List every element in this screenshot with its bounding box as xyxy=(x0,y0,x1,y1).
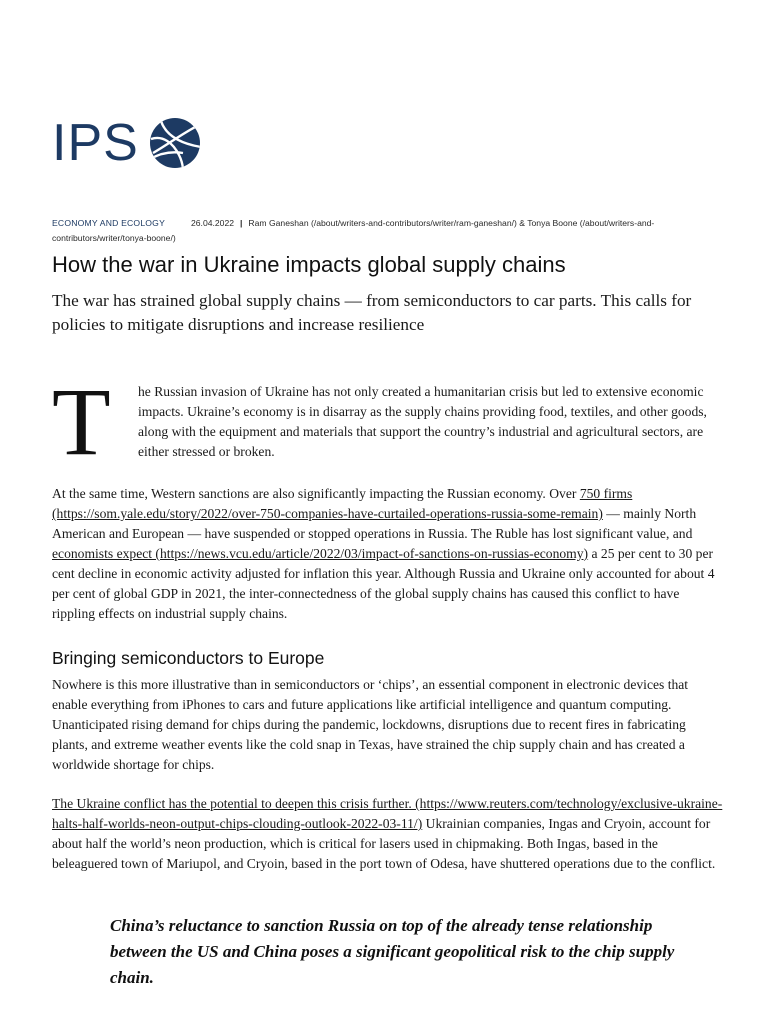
globe-icon xyxy=(149,117,201,169)
article-title: How the war in Ukraine impacts global supply chains xyxy=(52,252,566,277)
paragraph-text: a 25 per cent to 30 per cent decline in economic activity adjusted for inflation this year. Although Russia and Ukraine only accounted for about 4 per cent of global GDP in 2021, the inter-connectedness of the global supply chains has caused this conflict to have rippling effects on industrial supply chains. xyxy=(52,546,715,621)
paragraph-sanctions xyxy=(52,484,724,624)
publish-date: 26.04.2022 xyxy=(191,218,235,228)
logo-text: IPS xyxy=(52,114,139,172)
paragraph-text: Ukrainian companies, Ingas and Cryoin, account for about half the world’s neon production, which is critical for lasers used in chipmaking. Both Ingas, based in the beleaguered town of Mariupol, and Cryoin, based in the port town of Odesa, have shuttered operations due to the conflict. xyxy=(52,816,716,871)
paragraph-ukraine-conflict xyxy=(52,794,724,874)
ips-logo[interactable] xyxy=(52,114,201,172)
paragraph-semiconductors: Nowhere is this more illustrative than in semiconductors or ‘chips’, an essential component in electronic devices that enable everything from iPhones to cars and future applications like artificial intelligence and quantum computing. Unanticipated rising demand for chips during the pandemic, lockdowns, disruptions due to recent fires in fabricating plants, and extreme weather events like the cold snap in Texas, have strained the chip supply chain and has created a worldwide shortage for chips. xyxy=(52,677,689,772)
paragraph-text: At the same time, Western sanctions are also significantly impacting the Russian economy. Over xyxy=(52,486,580,501)
link-economists-expect[interactable]: economists expect (https://news.vcu.edu/article/2022/03/impact-of-sanctions-on-russias-economy) xyxy=(52,546,589,561)
intro-text: he Russian invasion of Ukraine has not only created a humanitarian crisis but led to extensive economic impacts. Ukraine’s economy is in disarray as the supply chains providing food, textiles, and other goods, along with the equipment and materials that support the country’s industrial and agricultural sectors, are either stressed or broken. xyxy=(138,384,707,459)
author-ampersand: & xyxy=(519,218,525,228)
author-link-ram-ganeshan[interactable]: Ram Ganeshan (/about/writers-and-contributors/writer/ram-ganeshan/) xyxy=(248,218,517,228)
intro-paragraph xyxy=(52,368,720,475)
article-lead: The war has strained global supply chains — from semiconductors to car parts. This calls for policies to mitigate disruptions and increase resilience xyxy=(52,291,692,334)
pull-quote: China’s reluctance to sanction Russia on top of the already tense relationship between the US and China poses a significant geopolitical risk to the chip supply chain. xyxy=(110,916,675,987)
author-link-tonya-boone[interactable]: Tonya Boone (/about/writers-and-contributors/writer/tonya-boone/) xyxy=(52,218,655,243)
link-750-firms[interactable]: 750 firms (https://som.yale.edu/story/2022/over-750-companies-have-curtailed-operations-russia-some-remain) xyxy=(52,486,633,521)
drop-cap: T xyxy=(52,368,111,475)
link-reuters-neon[interactable]: The Ukraine conflict has the potential to deepen this crisis further. (https://www.reuters.com/technology/exclusive-ukraine-halts-half-worlds-neon-output-chips-clouding-outlook-2022-03-11/) xyxy=(52,796,723,831)
article-meta xyxy=(52,216,717,246)
section-heading: Bringing semiconductors to Europe xyxy=(52,648,325,668)
meta-separator: | xyxy=(240,218,243,228)
paragraph-text: — mainly North American and European — have suspended or stopped operations in Russia. The Ruble has lost significant value, and xyxy=(52,506,697,541)
category-link[interactable]: ECONOMY AND ECOLOGY xyxy=(52,218,165,228)
